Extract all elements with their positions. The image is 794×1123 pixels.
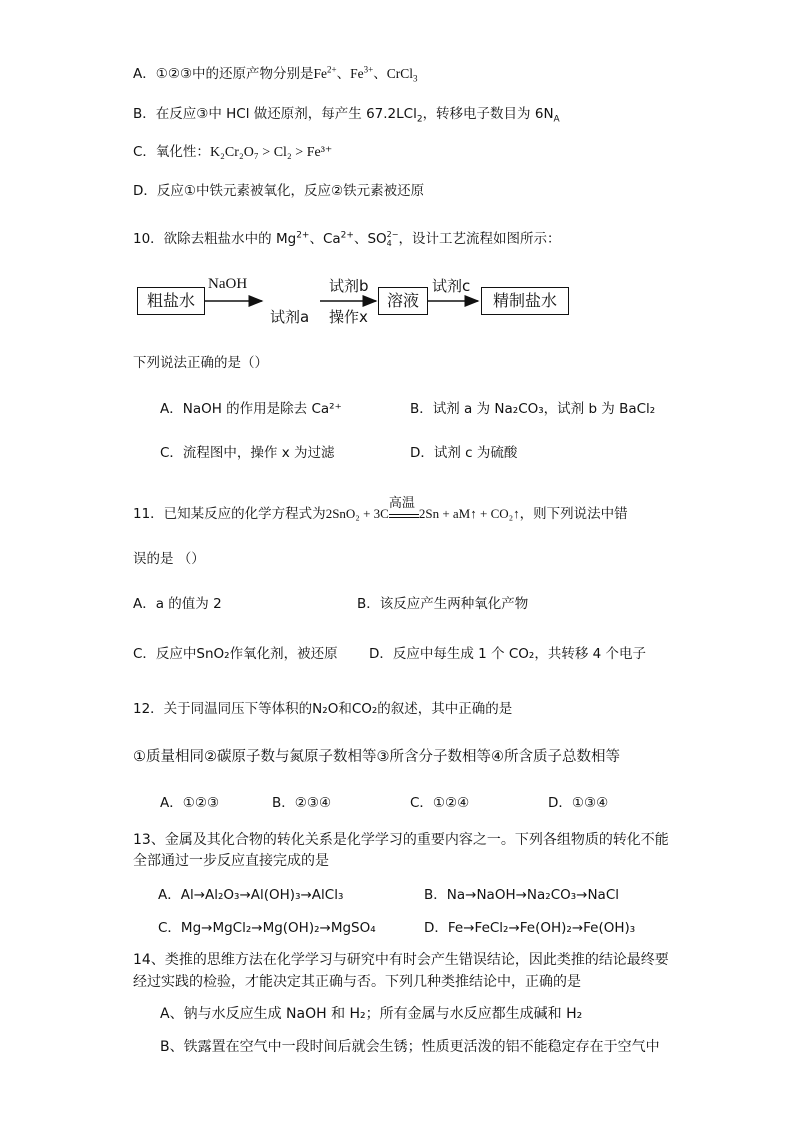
q10-option-d: D．试剂 c 为硫酸 [410,445,518,461]
crcl3-formula: CrCl$_3$ [386,66,418,84]
fe2-ion: $Fe^{2+}$ [313,64,337,81]
equation-left: 2SnO₂ + 3C [325,506,389,521]
equation-right: 2Sn + aM↑ + CO₂↑ [418,506,520,521]
q10-stem: 10．欲除去粗盐水中的 $Mg^{2+}$、$Ca^{2+}$、SO 2− 4 ，设计工艺流程如图所示： [133,230,561,248]
flow-label-naoh: NaOH [208,276,248,292]
flow-label-reagent-a: 试剂a [270,308,310,326]
q10-option-a: A．NaOH 的作用是除去 Ca²⁺ [160,401,342,417]
q14-option-a: A、钠与水反应生成 NaOH 和 H₂；所有金属与水反应都生成碱和 H₂ [160,1006,583,1022]
q11-stem: 11．已知某反应的化学方程式为2SnO₂ + 3C 高温 2Sn + aM↑ + CO₂↑，则下列说法中错 [133,496,628,522]
q13-stem-line2: 全部通过一步反应直接完成的是 [133,853,329,869]
q13-option-d: D．Fe→FeCl₂→Fe(OH)₂→Fe(OH)₃ [424,920,636,936]
q11-option-a: A．a 的值为 2 [133,596,222,612]
oxidizing-formula: K₂Cr₂O₇ > Cl₂ > Fe³⁺ [209,145,333,160]
flow-label-operation-x: 操作x [329,308,368,326]
q13-stem-line1: 13、金属及其化合物的转化关系是化学学习的重要内容之一。下列各组物质的转化不能 [133,832,669,848]
q9-option-a: A．①②③中的还原产物分别是$Fe^{2+}$、$Fe^{3+}$、CrCl$_3$ [133,64,418,84]
flow-box-refined-brine: 精制盐水 [481,287,569,315]
q14-option-b: B、铁露置在空气中一段时间后就会生锈；性质更活泼的铝不能稳定存在于空气中 [160,1039,660,1055]
fe3-ion: $Fe^{3+}$ [350,64,374,81]
flow-box-solution: 溶液 [378,287,428,315]
q12-statements: ①质量相同②碳原子数与氮原子数相等③所含分子数相等④所含质子总数相等 [133,749,620,765]
flow-box-crude-brine: 粗盐水 [137,287,205,315]
flow-label-reagent-b: 试剂b [329,277,369,295]
q9-option-d: D．反应①中铁元素被氧化，反应②铁元素被还原 [133,183,425,199]
q11-option-b: B．该反应产生两种氧化产物 [357,596,529,612]
equation-condition: 高温 [389,508,419,518]
q11-option-c: C．反应中SnO₂作氧化剂，被还原 [133,646,338,662]
q11-stem-line2: 误的是 （） [133,551,205,567]
q10-option-b: B．试剂 a 为 Na₂CO₃，试剂 b 为 BaCl₂ [410,401,656,417]
q9-option-c: C．氧化性：K₂Cr₂O₇ > Cl₂ > Fe³⁺ [133,144,333,160]
flow-label-reagent-c: 试剂c [432,277,471,295]
q10-option-c: C．流程图中，操作 x 为过滤 [160,445,335,461]
q12-option-d: D．①③④ [548,795,609,811]
q12-option-b: B．②③④ [272,795,332,811]
q12-stem: 12．关于同温同压下等体积的N₂O和CO₂的叙述，其中正确的是 [133,701,513,717]
q12-option-c: C．①②④ [410,795,470,811]
q14-stem-line1: 14、类推的思维方法在化学学习与研究中有时会产生错误结论，因此类推的结论最终要 [133,952,669,968]
q14-stem-line2: 经过实践的检验，才能决定其正确与否。下列几种类推结论中，正确的是 [133,974,581,990]
q13-option-c: C．Mg→MgCl₂→Mg(OH)₂→MgSO₄ [158,920,376,936]
q10-question: 下列说法正确的是（） [133,355,268,371]
q11-option-d: D．反应中每生成 1 个 CO₂，共转移 4 个电子 [369,646,646,662]
q13-option-b: B．Na→NaOH→Na₂CO₃→NaCl [424,887,620,903]
q12-option-a: A．①②③ [160,795,220,811]
q9-option-b: B．在反应③中 HCl 做还原剂，每产生 67.2LCl$_2$，转移电子数目为 $6N_A$ [133,106,560,125]
q13-option-a: A．Al→Al₂O₃→Al(OH)₃→AlCl₃ [158,887,344,903]
